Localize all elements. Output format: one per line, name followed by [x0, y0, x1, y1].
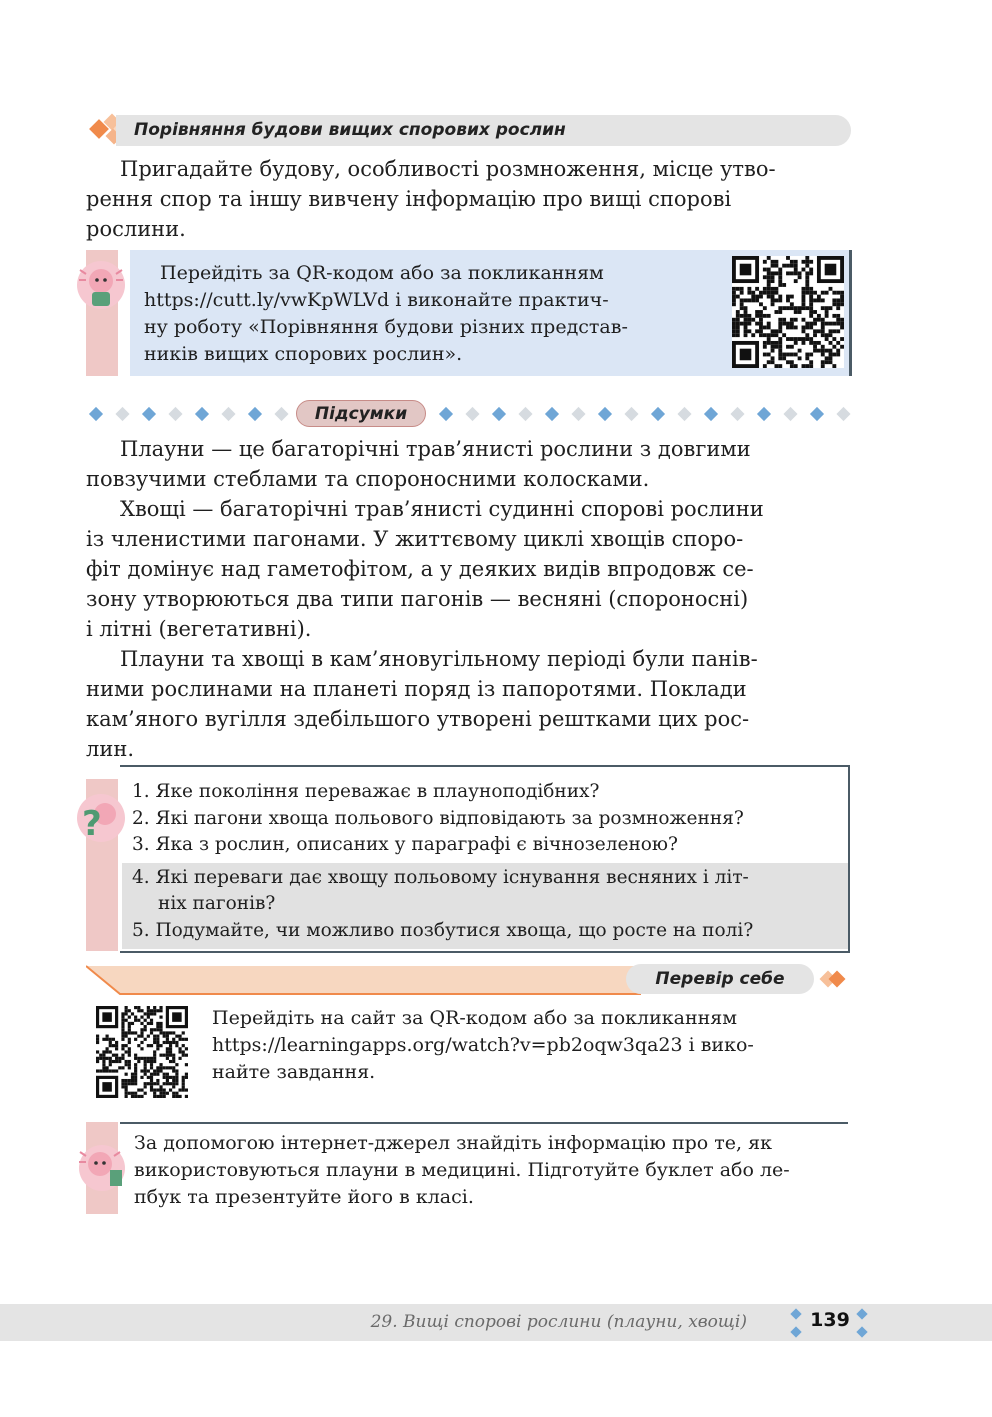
- question-item: 2. Які пагони хвоща польового відповідають за розмноження?: [132, 808, 744, 829]
- text-line: Перейдіть за QR-кодом або за покликанням: [160, 262, 604, 284]
- text-line: ними рослинами на планеті поряд із папоротями. Поклади: [86, 677, 747, 701]
- text-line: і літні (вегетативні).: [86, 617, 312, 641]
- section-header: [86, 113, 851, 147]
- text-line: зону утворюються два типи пагонів — весняні (спороносні): [86, 587, 749, 611]
- summary-divider: [86, 400, 851, 428]
- diamond-bullet-icon: [836, 407, 850, 421]
- diamond-bullet-icon: [439, 407, 453, 421]
- diamond-bullet-icon: [730, 407, 744, 421]
- qr-code-icon[interactable]: [732, 256, 844, 368]
- diamond-bullet-icon: [651, 407, 665, 421]
- diamond-bullet-icon: [704, 407, 718, 421]
- qr-task-text: [144, 260, 740, 368]
- text-line: рення спор та іншу вивчену інформацію про вищі спорові: [86, 187, 732, 211]
- check-yourself-text: [212, 1005, 850, 1086]
- diamond-bullet-icon: [89, 407, 103, 421]
- diamond-bullet-icon: [274, 407, 288, 421]
- text-line: За допомогою інтернет-джерел знайдіть інформацію про те, як: [134, 1132, 772, 1154]
- diamond-bullet-icon: [816, 966, 851, 994]
- question-item: 5. Подумайте, чи можливо позбутися хвоща, що росте на полі?: [132, 920, 754, 941]
- question-item-continued: ніх пагонів?: [158, 893, 276, 914]
- question-item: 4. Які переваги дає хвощу польовому існування весняних і літ-: [132, 867, 749, 888]
- diamond-bullet-icon: [810, 407, 824, 421]
- qr-task-box: [86, 250, 851, 376]
- diamond-row-left: [86, 402, 291, 426]
- question-item: 1. Яке покоління переважає в плауноподібних?: [132, 781, 600, 802]
- text-line: Плауни — це багаторічні трав’янисті рослини з довгими: [120, 437, 751, 461]
- text-line: кам’яного вугілля здебільшого утворені рештками цих рос-: [86, 707, 750, 731]
- text-line: https://learningapps.org/watch?v=pb2oqw3qa23 і вико-: [212, 1034, 754, 1056]
- diamond-bullet-icon: [624, 407, 638, 421]
- diamond-row-right: [436, 402, 851, 426]
- text-line: ників вищих спорових рослин».: [144, 343, 463, 365]
- summary-paragraph-2: [86, 494, 850, 644]
- diamond-bullet-icon: [465, 407, 479, 421]
- text-line: Плауни та хвощі в кам’яновугільному періоді були панів-: [120, 647, 758, 671]
- question-item: 3. Яка з рослин, описаних у параграфі є вічнозеленою?: [132, 834, 678, 855]
- diamond-bullet-icon: [518, 407, 532, 421]
- question-mark-icon: [72, 789, 130, 847]
- text-line: Хвощі — багаторічні трав’янисті судинні спорові рослини: [120, 497, 764, 521]
- page-number: 139: [810, 1309, 850, 1331]
- text-line: https://cutt.ly/vwKpWLVd і виконайте практич-: [144, 289, 609, 311]
- text-line: використовуються плауни в медицині. Підготуйте буклет або ле-: [134, 1159, 790, 1181]
- text-line: фіт домінує над гаметофітом, а у деяких видів впродовж се-: [86, 557, 754, 581]
- check-yourself-label: Перевір себе: [655, 969, 785, 989]
- diamond-bullet-icon: [545, 407, 559, 421]
- project-task-box: [86, 1122, 851, 1214]
- diamond-bullet-icon: [195, 407, 209, 421]
- axolotl-mascot-icon: [72, 256, 130, 314]
- questions-box: [82, 765, 851, 951]
- diamond-bullet-icon: [115, 407, 129, 421]
- text-line: рослини.: [86, 217, 186, 241]
- arrow-stripe-icon: [86, 964, 646, 996]
- summary-paragraph-3: [86, 644, 850, 764]
- diamond-bullet-icon: [492, 407, 506, 421]
- diamond-bullet-icon: [598, 407, 612, 421]
- diamond-bullet-icon: [571, 407, 585, 421]
- axolotl-mascot-icon: [74, 1140, 130, 1196]
- summary-paragraph-1: [86, 434, 850, 494]
- check-yourself-banner: [86, 964, 851, 996]
- diamond-bullet-icon: [677, 407, 691, 421]
- text-line: повзучими стеблами та спороносними колосками.: [86, 467, 650, 491]
- text-line: Перейдіть на сайт за QR-кодом або за покликанням: [212, 1007, 738, 1029]
- diamond-bullet-icon: [221, 407, 235, 421]
- text-line: лин.: [86, 737, 135, 761]
- diamond-bullet-icon: [142, 407, 156, 421]
- text-line: із членистими пагонами. У життєвому циклі хвощів споро-: [86, 527, 744, 551]
- diamond-bullet-icon: [757, 407, 771, 421]
- summary-label: Підсумки: [314, 404, 408, 424]
- intro-paragraph: [86, 154, 850, 244]
- section-title: Порівняння будови вищих спорових рослин: [134, 120, 566, 140]
- diamond-bullet-icon: [783, 407, 797, 421]
- text-line: ну роботу «Порівняння будови різних представ-: [144, 316, 628, 338]
- diamond-bullet-icon: [168, 407, 182, 421]
- text-line: пбук та презентуйте його в класі.: [134, 1186, 474, 1208]
- project-task-text: [134, 1130, 850, 1211]
- text-line: Пригадайте будову, особливості розмноження, місце утво-: [120, 157, 776, 181]
- qr-code-icon[interactable]: [96, 1006, 188, 1098]
- footer-chapter-title: 29. Вищі спорові рослини (плауни, хвощі): [370, 1312, 747, 1332]
- text-line: найте завдання.: [212, 1061, 376, 1083]
- diamond-bullet-icon: [248, 407, 262, 421]
- svg-text:?: ?: [82, 804, 102, 844]
